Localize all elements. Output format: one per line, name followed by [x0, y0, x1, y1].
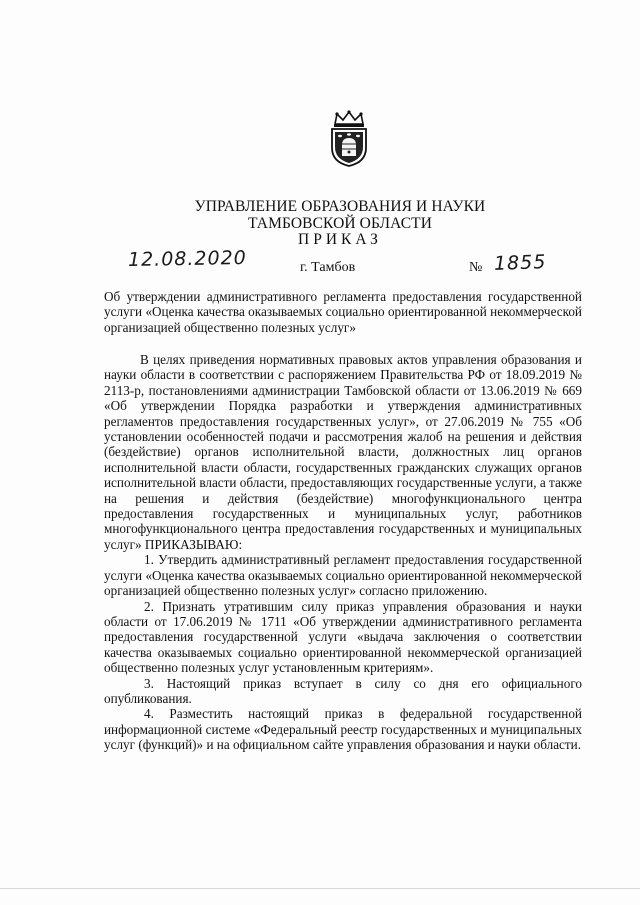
handwritten-date: 12.08.2020 — [127, 246, 247, 272]
coat-of-arms-icon — [327, 110, 371, 168]
document-type: ПРИКАЗ — [298, 231, 382, 248]
document-body — [104, 352, 582, 753]
organization-name: УПРАВЛЕНИЕ ОБРАЗОВАНИЯ И НАУКИ — [194, 198, 486, 215]
city: г. Тамбов — [300, 260, 356, 275]
handwritten-number: 1855 — [493, 251, 547, 275]
point-2: 2. Признать утратившим силу приказ управления образования и науки области от 17.06.2019 № 1711 «Об утверждении административного регламента предоставления государственной услуги «выдача заключения о соответствии качества оказываемых социально ориентированной некоммерческой организацией общественно полезных услуг установленным критериям». — [104, 598, 582, 676]
scan-edge-line — [0, 888, 640, 889]
number-label: № — [469, 260, 483, 275]
point-4: 4. Разместить настоящий приказ в федеральной государственной информационной системе «Федеральный реестр государственных и муниципальных услуг (функций)» и на официальном сайте управления образования и науки области. — [104, 706, 582, 753]
document-subject: Об утверждении административного регламента предоставления государственной услуги «Оценка качества оказываемых социально ориентированной некоммерческой организацией общественно полезных услуг» — [104, 289, 582, 335]
point-1: 1. Утвердить административный регламент предоставления государственной услуги «Оценка качества оказываемых социально ориентированной некоммерческой организацией общественно полезных услуг» согласно приложению. — [104, 552, 582, 599]
organization-region: ТАМБОВСКОЙ ОБЛАСТИ — [248, 215, 432, 232]
point-3: 3. Настоящий приказ вступает в силу со дня его официального опубликования. — [104, 675, 582, 706]
preamble-paragraph: В целях приведения нормативных правовых актов управления образования и науки области в соответствии с распоряжением Правительства РФ от 18.09.2019 № 2113-р, постановлениями администрации Тамбовской области от 13.06.2019 № 669 «Об утверждении Порядка разработки и утверждения административных регламентов предоставления государственных услуг», от 27.06.2019 № 755 «Об установлении особенностей подачи и рассмотрения жалоб на решения и действия (бездействие) органов исполнительной власти, должностных лиц органов исполнительной власти области, государственных гражданских служащих органов исполнительной власти области, предоставляющих государственные услуги, а также на решения и действия (бездействие) многофункционального центра предоставления государственных и муниципальных услуг, работников многофункционального центра предоставления государственных и муниципальных услуг» ПРИКАЗЫВАЮ: — [104, 352, 582, 552]
